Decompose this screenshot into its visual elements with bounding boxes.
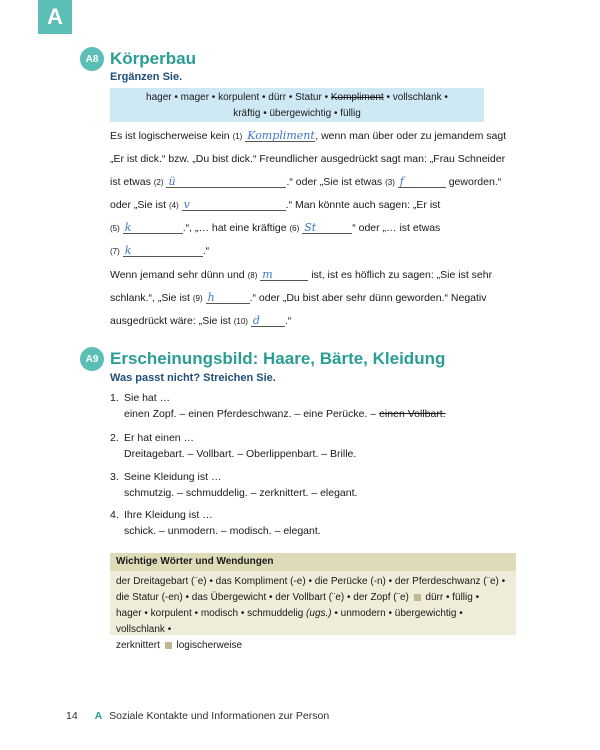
gap-number: (9) bbox=[192, 294, 203, 303]
item-options[interactable]: schick. – unmodern. – modisch. – elegant. bbox=[124, 525, 321, 537]
text: , wenn man über oder zu jemandem sagt bbox=[315, 130, 507, 142]
answer-blank-7[interactable]: k bbox=[123, 244, 203, 257]
vocab-box bbox=[110, 553, 516, 651]
a8-line-9 bbox=[110, 314, 291, 329]
text: .“ bbox=[202, 245, 210, 257]
vocab-ugs: (ugs.) bbox=[306, 608, 332, 619]
text: schlank.“, „Sie ist bbox=[110, 292, 193, 304]
a9-item-2 bbox=[110, 430, 356, 462]
vocab-text: logischerweise bbox=[176, 640, 243, 651]
a8-line-1 bbox=[110, 129, 506, 144]
gap-number: (8) bbox=[247, 271, 258, 280]
item-prompt: Ihre Kleidung ist … bbox=[124, 509, 213, 521]
gap-number: (6) bbox=[289, 224, 300, 233]
vocab-line-1: der Dreitagebart (¨e) • das Kompliment (-e) • die Perücke (-n) • der Pferdeschwanz (¨e) • bbox=[116, 576, 506, 587]
answer-blank-4[interactable]: v bbox=[182, 198, 286, 211]
vocab-body bbox=[110, 571, 516, 657]
item-options[interactable]: schmutzig. – schmuddelig. – zerknittert. – elegant. bbox=[124, 487, 358, 499]
gap-number: (10) bbox=[233, 317, 248, 326]
a9-item-1 bbox=[110, 390, 446, 422]
struck-word: Kompliment bbox=[330, 92, 384, 103]
a8-line-4 bbox=[110, 198, 440, 213]
vocab-line-4 bbox=[116, 638, 510, 654]
word-list-part: • vollschlank • bbox=[386, 92, 448, 103]
a9-label: A9 bbox=[80, 347, 104, 371]
answer-blank-8[interactable]: m bbox=[260, 268, 308, 281]
text: .“, „… hat eine kräftige bbox=[182, 222, 290, 234]
text: oder „Sie ist bbox=[110, 199, 169, 211]
a8-title: Körperbau bbox=[110, 49, 196, 68]
footer-title: Soziale Kontakte und Informationen zur Person bbox=[109, 710, 330, 722]
a9-title: Erscheinungsbild: Haare, Bärte, Kleidung bbox=[110, 349, 446, 368]
text: Wenn jemand sehr dünn und bbox=[110, 269, 248, 281]
gap-number: (3) bbox=[385, 178, 395, 187]
item-number: 1. bbox=[110, 392, 119, 404]
text: Es ist logischerweise kein bbox=[110, 130, 233, 142]
item-options[interactable]: einen Zopf. – einen Pferdeschwanz. – eine Perücke. – bbox=[124, 408, 377, 420]
a8-instruction: Ergänzen Sie. bbox=[110, 71, 183, 83]
text: ist etwas bbox=[110, 176, 154, 188]
a8-line-2 bbox=[110, 152, 505, 166]
struck-option[interactable]: einen Vollbart. bbox=[379, 408, 446, 420]
answer-blank-2[interactable]: ü bbox=[166, 175, 286, 188]
vocab-text: dürr • füllig • bbox=[425, 592, 480, 603]
square-bullet-icon bbox=[414, 594, 421, 601]
chapter-badge: A bbox=[38, 0, 72, 34]
word-box-line-2: kräftig • übergewichtig • füllig bbox=[233, 108, 361, 119]
item-prompt: Sie hat … bbox=[124, 392, 171, 404]
gap-number: (2) bbox=[153, 178, 164, 187]
answer-blank-10[interactable]: d bbox=[251, 314, 285, 327]
vocab-line-2 bbox=[116, 590, 510, 606]
item-prompt: Er hat einen … bbox=[124, 432, 195, 444]
answer-blank-3[interactable]: f bbox=[398, 175, 446, 188]
vocab-title: Wichtige Wörter und Wendungen bbox=[110, 553, 516, 571]
a8-label: A8 bbox=[80, 47, 104, 71]
vocab-text: die Statur (-en) • das Übergewicht • der Vollbart (¨e) • der Zopf (¨e) bbox=[116, 592, 409, 603]
text: geworden.“ bbox=[445, 176, 502, 188]
item-number: 4. bbox=[110, 509, 119, 521]
gap-number: (7) bbox=[110, 247, 120, 256]
text: ausgedrückt wäre: „Sie ist bbox=[110, 315, 234, 327]
item-options[interactable]: Dreitagebart. – Vollbart. – Oberlippenbart. – Brille. bbox=[124, 448, 357, 460]
a9-item-4 bbox=[110, 507, 321, 539]
vocab-text: • unmodern • übergewichtig • vollschlank • bbox=[116, 608, 463, 635]
vocab-line-3 bbox=[116, 606, 510, 638]
answer-blank-1[interactable]: Kompliment bbox=[247, 129, 315, 142]
a9-instruction: Was passt nicht? Streichen Sie. bbox=[110, 372, 276, 384]
text: .“ Man könnte auch sagen: „Er ist bbox=[285, 199, 441, 211]
answer-blank-9[interactable]: h bbox=[206, 291, 250, 304]
word-box-line-1 bbox=[110, 90, 484, 106]
text: .“ oder „Du bist aber sehr dünn geworden.“ Negativ bbox=[249, 292, 487, 304]
a8-line-6 bbox=[110, 244, 209, 259]
a8-line-7 bbox=[110, 268, 492, 283]
footer-chapter: A bbox=[94, 710, 103, 722]
text: .“ oder „Sie ist etwas bbox=[286, 176, 386, 188]
text: .“ bbox=[284, 315, 292, 327]
a8-line-5 bbox=[110, 221, 440, 236]
a8-line-8 bbox=[110, 291, 487, 306]
item-number: 3. bbox=[110, 471, 119, 483]
text: „Er ist dick.“ bzw. „Du bist dick.“ Freundlicher ausgedrückt sagt man: „Frau Schneider bbox=[110, 153, 506, 165]
square-bullet-icon bbox=[165, 642, 172, 649]
page-number: 14 bbox=[66, 710, 78, 722]
gap-number: (4) bbox=[168, 201, 179, 210]
vocab-text: zerknittert bbox=[116, 640, 160, 651]
word-box bbox=[110, 88, 484, 122]
gap-number: (1) bbox=[232, 132, 243, 141]
a9-item-3 bbox=[110, 469, 357, 501]
item-number: 2. bbox=[110, 432, 119, 444]
text: “ oder „… ist etwas bbox=[352, 222, 441, 234]
answer-blank-5[interactable]: k bbox=[123, 221, 183, 234]
word-list-part: hager • mager • korpulent • dürr • Statur • bbox=[146, 92, 329, 103]
page-footer bbox=[66, 710, 329, 722]
vocab-text: hager • korpulent • modisch • schmuddelig bbox=[116, 608, 304, 619]
a8-line-3 bbox=[110, 175, 501, 190]
item-prompt: Seine Kleidung ist … bbox=[124, 471, 222, 483]
text: ist, ist es höflich zu sagen: „Sie ist sehr bbox=[308, 269, 493, 281]
answer-blank-6[interactable]: St bbox=[302, 221, 352, 234]
gap-number: (5) bbox=[110, 224, 120, 233]
